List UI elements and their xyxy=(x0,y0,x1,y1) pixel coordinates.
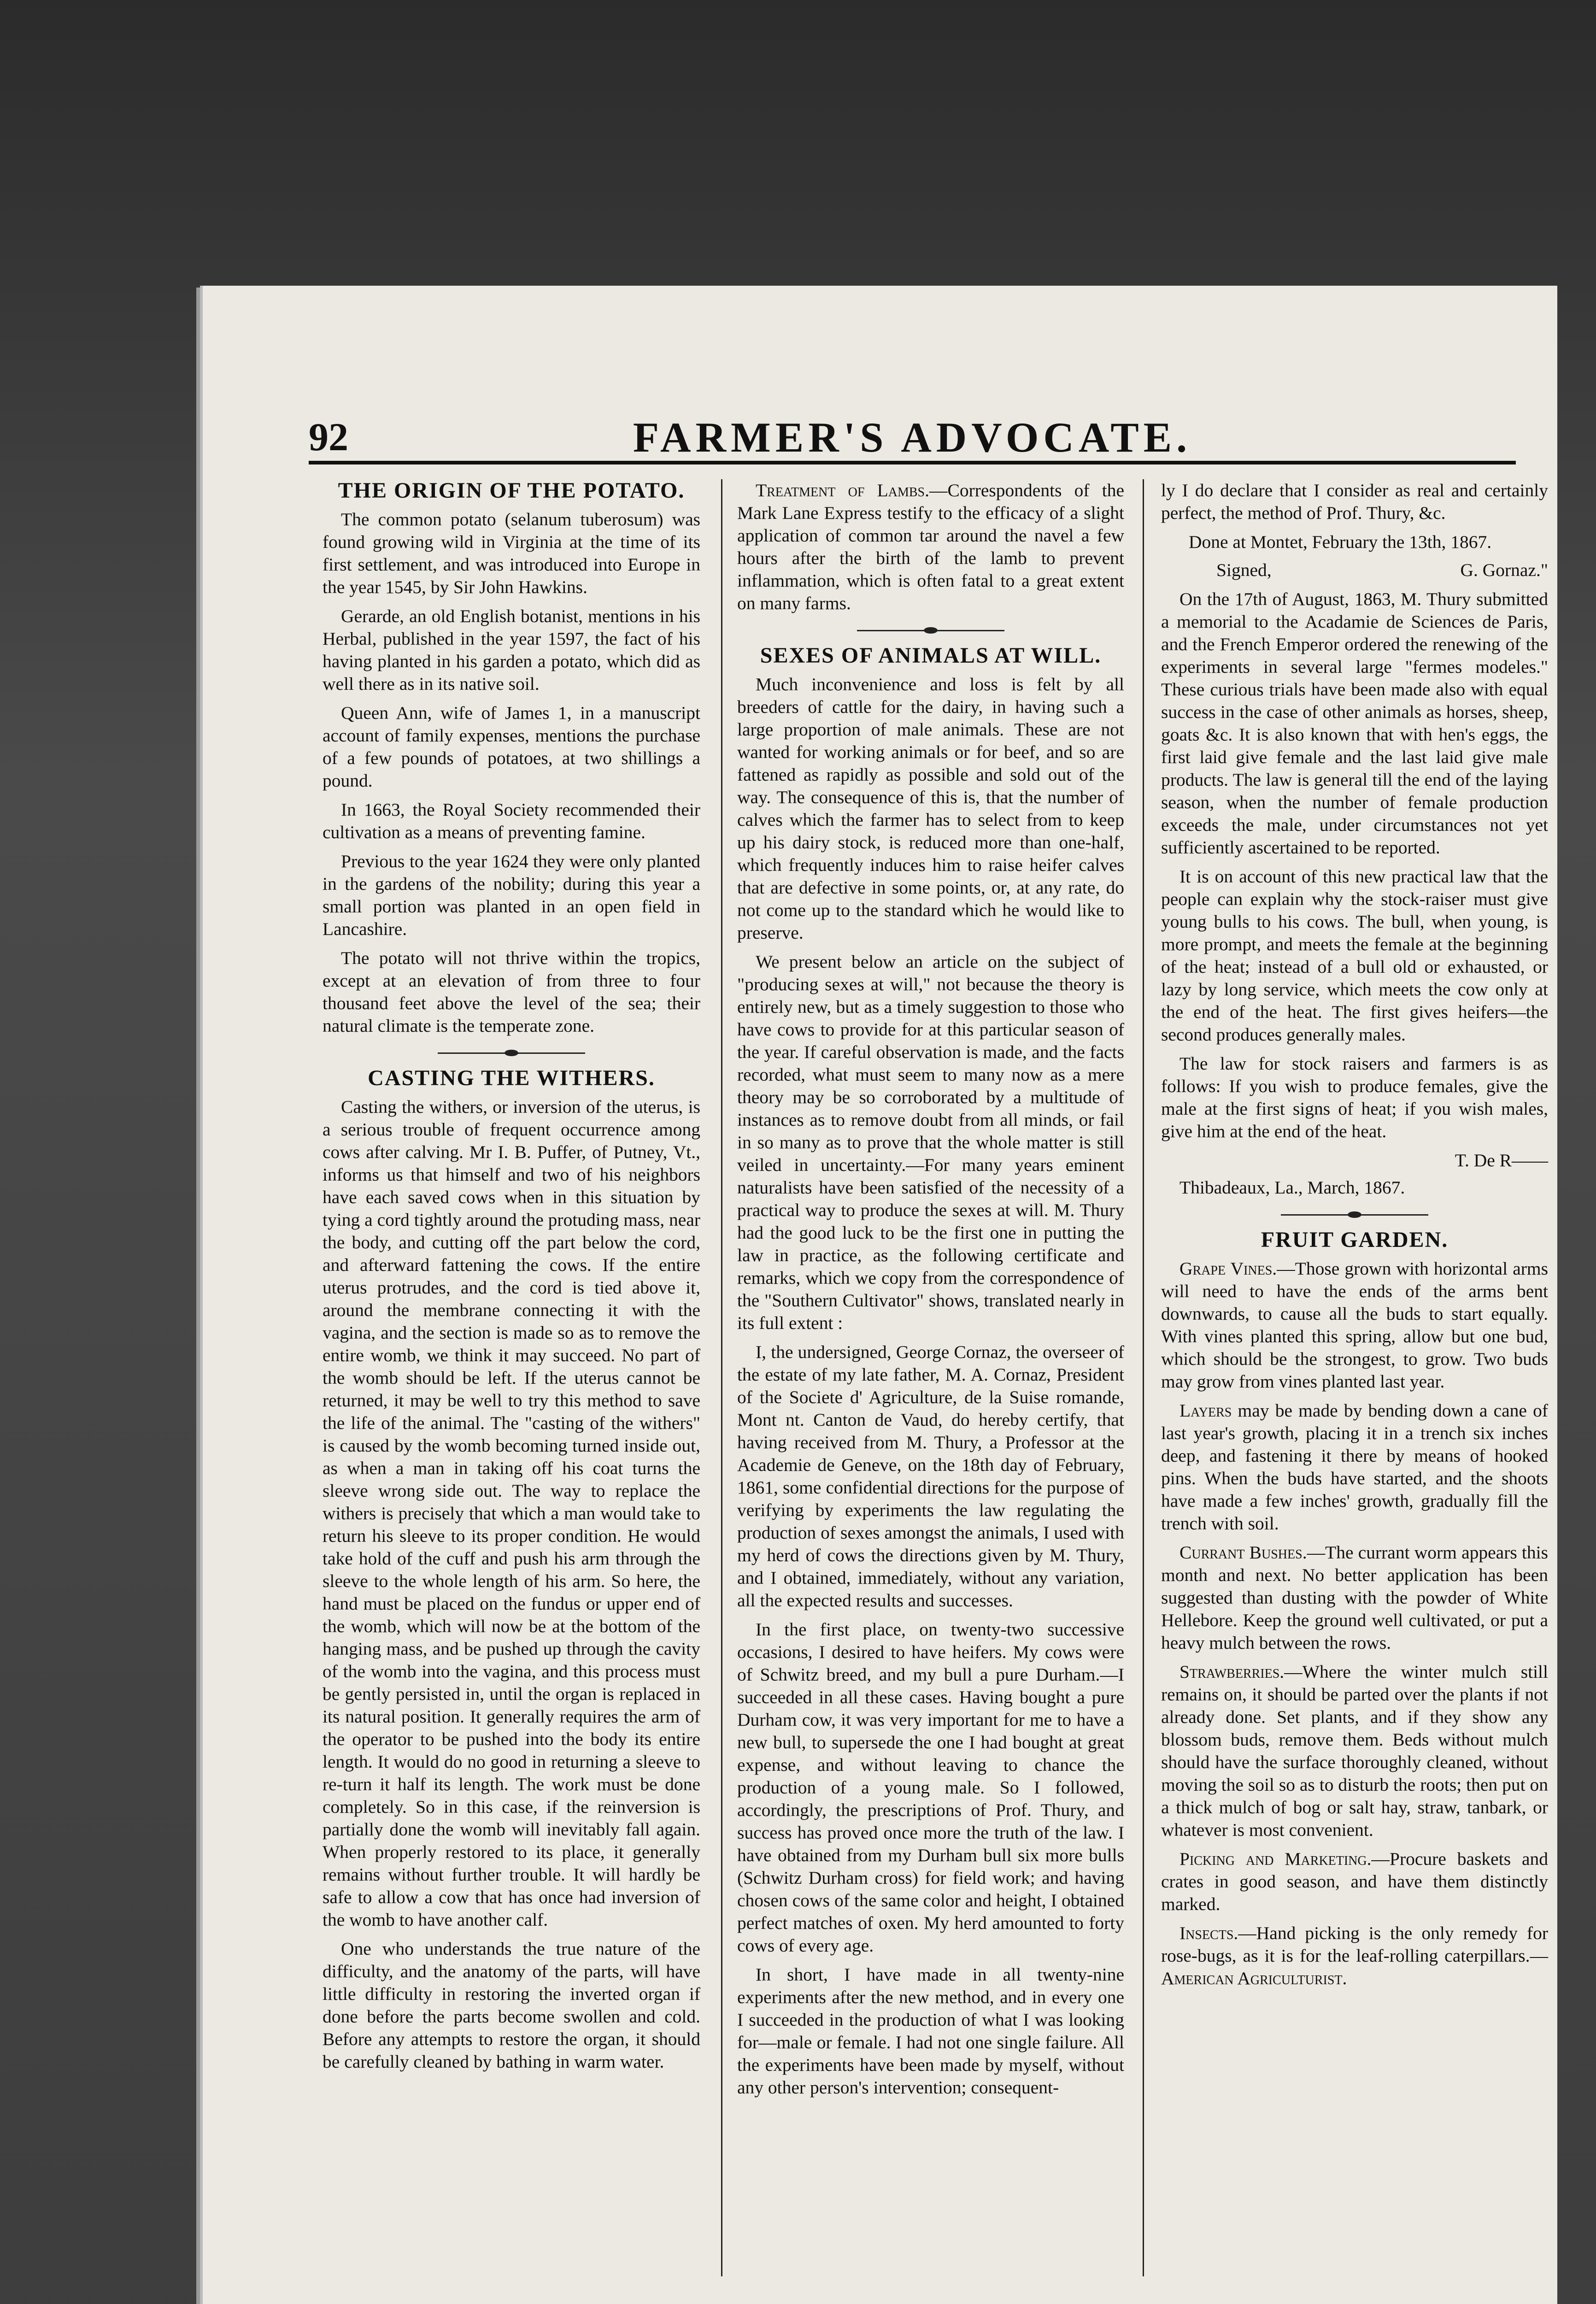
signed-name: G. Gornaz." xyxy=(1460,560,1548,580)
dateline: Done at Montet, February the 13th, 1867. xyxy=(1189,532,1492,552)
column-3 xyxy=(1161,479,1548,1996)
paragraph: Much inconvenience and loss is felt by all breeders of cattle for the dairy, in having such a large proportion of male animals. These are not wanted for working animals or for beef, and so are fattened as rapidly as possible and sold out of the way. The consequence of this is, that the number of calves which the farmer has to select from to keep up his dairy stock, is reduced more than one-half, which frequently induces him to raise heifer calves that are defective in some points, or, at any rate, do not come up to the standard which he would like to preserve. xyxy=(737,674,1124,943)
paragraph-text: —Where the winter mulch still remains on, it should be parted over the plants if not already done. Set plants, and if they show any blossom buds, remove them. Beds without mulch should have the surface thoroughly cleaned, without moving the soil so as to disturb the roots; then put on a thick mulch of bog or salt hay, straw, tanbark, or whatever is most convenient. xyxy=(1161,1662,1548,1840)
paragraph: Casting the withers, or inversion of the uterus, is a serious trouble of frequent occurrence among cows after calving. Mr I. B. Puffer, of Putney, Vt., informs us that himself and two of his neighbors have each saved cows when in this situation by tying a cord tightly around the protuding mass, near the body, and cutting off the part below the cord, and afterward fattening the cows. If the entire uterus protrudes, and the cord is tied above it, around the membrane connecting it with the vagina, and the section is made so as to remove the entire womb, we think it may succeed. No part of the womb should be left. If the uterus cannot be returned, it may be well to try this method to save the life of the animal. The "casting of the withers" is caused by the womb becoming turned inside out, as when a man in taking off his coat turns the sleeve wrong side out. The way to replace the withers is precisely that which a man would take to return his sleeve to its proper condition. He would take hold of the cuff and push his arm through the sleeve to the whole length of his arm. So here, the hand must be placed on the fundus or upper end of the womb, which will now be at the bottom of the hanging mass, and be pushed up through the cavity of the womb into the vagina, and this process must be gently persisted in, until the organ is replaced in its natural position. It generally requires the arm of the operator to be pushed into the body its entire length. It would do no good in returning a sleeve to re-turn it half its length. The work must be done completely. So in this case, if the reinversion is partially done the womb will inevitably fall again. When properly restored to its place, it generally remains without further trouble. It will hardly be safe to allow a cow that has once had inversion of the womb to have another calf. xyxy=(323,1097,700,1930)
paragraph-lambs xyxy=(737,479,1124,615)
section-divider xyxy=(857,626,1004,635)
paragraph: Gerarde, an old English botanist, mentions in his Herbal, published in the year 1597, the fact of his having planted in his garden a potato, which did as well there as in its native soil. xyxy=(323,606,700,694)
column-rule xyxy=(721,479,722,2276)
paragraph: On the 17th of August, 1863, M. Thury submitted a memorial to the Acadamie de Sciences de Paris, and the French Emperor ordered the renewing of the experiments in several large "fermes modeles." These curious trials have been made also with equal success in the case of other animals as horses, sheep, goats &c. It is also known that with hen's eggs, the first laid give female and the last laid give male products. The law is general till the end of the laying season, when the number of female production exceeds the male, under circumstances not yet sufficiently ascertained to be reported. xyxy=(1161,589,1548,858)
section-divider xyxy=(438,1048,585,1058)
run-in-heading: Currant Bushes. xyxy=(1179,1542,1307,1563)
paragraph-insects xyxy=(1161,1922,1548,1990)
paragraph: We present below an article on the subject of "producing sexes at will," not because the theory is entirely new, but as a timely suggestion to those who have cows to provide for at this particular season of the year. If careful observation is made, and the facts recorded, what must seem to many now as a mere theory may be so corroborated by a multitude of instances as to remove doubt from all minds, or fail in so many as to prove that the whole matter is still veiled in uncertainty.—For many years eminent naturalists have been satisfied of the necessity of a practical way to produce the sexes at will. M. Thury had the good luck to be the first one in putting the law in practice, as the following certificate and remarks, which we copy from the correspondence of the "Southern Cultivator" shows, translated nearly in its full extent : xyxy=(737,952,1124,1333)
page-number: 92 xyxy=(309,415,348,459)
paragraph: Queen Ann, wife of James 1, in a manuscript account of family expenses, mentions the purchase of a few pounds of potatoes, at two shillings a pound. xyxy=(323,703,700,791)
place-date: Thibadeaux, La., March, 1867. xyxy=(1179,1177,1405,1198)
paragraph-layers xyxy=(1161,1399,1548,1535)
paragraph-text: —Correspondents of the Mark Lane Express testify to the efficacy of a slight application of common tar around the navel a few hours after the birth of the lamb to prevent inflammation, which is often fatal to a great extent on many farms. xyxy=(737,480,1124,613)
paragraph-text: may be made by bending down a cane of last year's growth, placing it in a trench six inches deep, and fastening it there by means of hooked pins. When the buds have started, and the shoots have made a few inches' growth, gradually fill the trench with soil. xyxy=(1161,1400,1548,1534)
paragraph-strawberries xyxy=(1161,1661,1548,1841)
source-credit: American Agriculturist. xyxy=(1161,1968,1347,1988)
run-in-heading: Grape Vines. xyxy=(1179,1258,1277,1279)
run-in-heading: Layers xyxy=(1179,1400,1232,1421)
paragraph: The potato will not thrive within the tropics, except at an elevation of from three to four thousand feet above the level of the sea; their natural climate is the temperate zone. xyxy=(323,948,700,1036)
paragraph: I, the undersigned, George Cornaz, the overseer of the estate of my late father, M. A. Cornaz, President of the Societe d' Agriculture, de la Suise romande, Mont nt. Canton de Vaud, do hereby certify, that having received from M. Thury, a Professor at the Academie de Geneve, on the 18th day of February, 1861, some confidential directions for the purpose of verifying by experiments the law regulating the production of sexes amongst the animals, I used with my herd of cows the directions given by M. Thury, and I obtained, immediately, without any variation, all the expected results and successes. xyxy=(737,1342,1124,1610)
paragraph: It is on account of this new practical law that the people can explain why the stock-raiser must give young bulls to his cows. The bull, when young, is more prompt, and meets the female at the beginning of the heat; instead of a bull old or exhausted, or lazy by long service, which meets the cow only at the end of the heat. The first gives heifers—the second produces generally males. xyxy=(1161,866,1548,1045)
run-in-heading: Treatment of Lambs. xyxy=(756,480,929,500)
paper-title: FARMER'S ADVOCATE. xyxy=(633,414,1192,461)
paragraph: In 1663, the Royal Society recommended their cultivation as a means of preventing famine. xyxy=(323,799,700,842)
signature-line xyxy=(1161,559,1548,582)
author-signature: T. De R—— xyxy=(1455,1150,1548,1170)
masthead xyxy=(309,410,1516,464)
paragraph: The common potato (selanum tuberosum) was found growing wild in Virginia at the time of its first settlement, and was introduced into Europe in the year 1545, by Sir John Hawkins. xyxy=(323,509,700,597)
article-title-fruit: FRUIT GARDEN. xyxy=(1261,1228,1449,1252)
paragraph: One who understands the true nature of the difficulty, and the anatomy of the parts, will have little difficulty in restoring the inverted organ if done before the parts become swollen and cold. Before any attempts to restore the organ, it should be carefully cleaned by bathing in warm water. xyxy=(323,1939,700,2072)
paragraph: ly I do declare that I consider as real and certainly perfect, the method of Prof. Thury, &c. xyxy=(1161,480,1548,523)
paragraph: In short, I have made in all twenty-nine experiments after the new method, and in every one I succeeded in the production of what I was looking for—male or female. I had not one single failure. All the experiments have been made by myself, without any other person's intervention; consequent- xyxy=(737,1964,1124,2098)
paragraph: The law for stock raisers and farmers is as follows: If you wish to produce females, give the male at the first signs of heat; if you wish males, give him at the end of the heat. xyxy=(1161,1053,1548,1141)
run-in-heading: Insects. xyxy=(1179,1923,1238,1943)
signed-label: Signed, xyxy=(1216,560,1272,580)
section-divider xyxy=(1281,1210,1428,1219)
paragraph-currant xyxy=(1161,1541,1548,1654)
paragraph-text: —Those grown with horizontal arms will need to have the ends of the arms bent downwards, to cause all the buds to start equally. With vines planted this spring, allow but one bud, which should be the strongest, to grow. Two buds may grow from vines planted last year. xyxy=(1161,1258,1548,1392)
paragraph-picking xyxy=(1161,1848,1548,1916)
article-title-sexes: SEXES OF ANIMALS AT WILL. xyxy=(760,643,1102,668)
paragraph: Previous to the year 1624 they were only planted in the gardens of the nobility; during this year a small portion was planted in an open field in Lancashire. xyxy=(323,851,700,939)
article-title-potato: THE ORIGIN OF THE POTATO. xyxy=(338,478,685,503)
paragraph-text: —Hand picking is the only remedy for rose-bugs, as it is for the leaf-rolling caterpillars.— xyxy=(1161,1923,1548,1966)
paragraph-text: —The currant worm appears this month and next. No better application has been suggested than dusting with the powder of White Hellebore. Keep the ground well cultivated, or put a heavy mulch between the rows. xyxy=(1161,1542,1548,1653)
paragraph: In the first place, on twenty-two successive occasions, I desired to have heifers. My cows were of Schwitz breed, and my bull a pure Durham.—I succeeded in all these cases. Having bought a pure Durham cow, it was very important for me to have a new bull, to supersede the one I had bought at great expense, and without leaving to chance the production of a young male. So I followed, accordingly, the prescriptions of Prof. Thury, and success has proved once more the truth of the law. I have obtained from my Durham bull six more bulls (Schwitz Durham cross) for field work; and having chosen cows of the same color and height, I obtained perfect matches of oxen. My herd amounted to forty cows of every age. xyxy=(737,1619,1124,1956)
column-1 xyxy=(323,479,700,2080)
run-in-heading: Picking and Marketing. xyxy=(1179,1849,1372,1869)
run-in-heading: Strawberries. xyxy=(1179,1662,1285,1682)
paragraph-grape xyxy=(1161,1258,1548,1393)
column-rule xyxy=(1143,479,1144,2276)
column-2 xyxy=(737,479,1124,2105)
paragraph-text: —Procure baskets and crates in good season, and have them distinctly marked. xyxy=(1161,1849,1549,1914)
newspaper-page xyxy=(203,286,1557,2304)
article-title-withers: CASTING THE WITHERS. xyxy=(368,1066,655,1090)
